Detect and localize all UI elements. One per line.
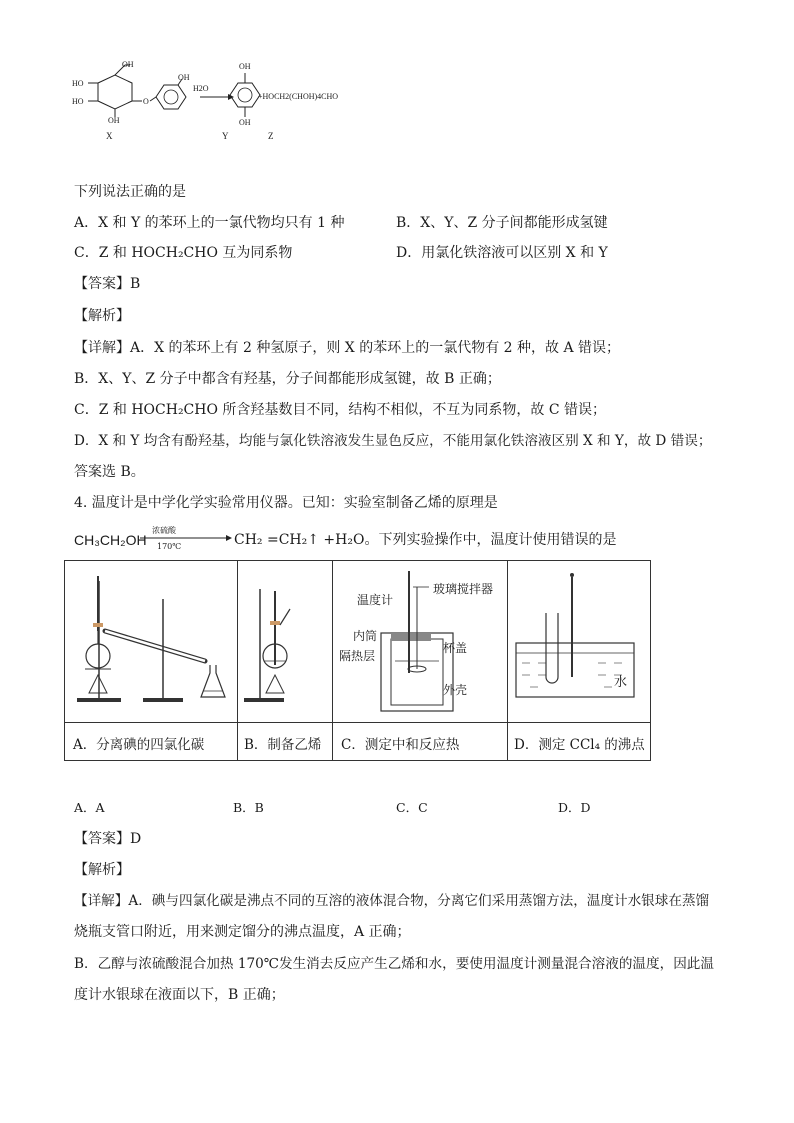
caption-a-cell bbox=[65, 723, 238, 761]
caption-c: C．测定中和反应热 bbox=[341, 737, 460, 753]
label-x: X bbox=[106, 131, 113, 141]
label-lid: 杯盖 bbox=[443, 641, 468, 655]
apparatus-b-cell bbox=[238, 561, 333, 723]
q3-stem: 下列说法正确的是 bbox=[74, 184, 186, 200]
q4-choice-b: B．B bbox=[233, 800, 264, 815]
label-insulation: 隔热层 bbox=[339, 649, 376, 663]
q3-detail-2: B．X、Y、Z 分子中都含有羟基，分子间都能形成氢键，故 B 正确； bbox=[74, 371, 501, 387]
q3-detail-4: D．X 和 Y 均含有酚羟基，均能与氯化铁溶液发生显色反应，不能用氯化铁溶液区别 X 和 Y，故 D 错误； bbox=[74, 433, 712, 449]
y-oh-top: OH bbox=[239, 62, 251, 71]
z-formula: +HOCH2(CHOH)4CHO bbox=[258, 92, 339, 101]
q4-detail-2b: 度计水银球在液面以下，B 正确； bbox=[74, 987, 285, 1003]
apparatus-d-cell bbox=[508, 561, 651, 723]
x-o-link: O bbox=[143, 97, 149, 106]
caption-b-cell bbox=[238, 723, 333, 761]
apparatus-a-cell bbox=[65, 561, 238, 723]
q4-detail-1a: 【详解】A．碘与四氯化碳是沸点不同的互溶的液体混合物，分离它们采用蒸馏方法，温度计水银球在蒸馏 bbox=[74, 893, 710, 909]
caption-c-cell bbox=[333, 723, 508, 761]
label-stirrer: 玻璃搅拌器 bbox=[433, 582, 494, 596]
label-z: Z bbox=[268, 131, 274, 141]
q4-eq-condition-top: 浓硫酸 bbox=[152, 526, 176, 535]
x-oh-bottom: OH bbox=[108, 116, 120, 125]
q3-conclusion: 答案选 B。 bbox=[74, 464, 145, 480]
q4-answer: 【答案】D bbox=[74, 831, 142, 847]
x-pyranose-ring bbox=[98, 75, 132, 109]
q4-choice-a: A．A bbox=[74, 800, 105, 815]
y-benzene-ring bbox=[230, 83, 260, 107]
q4-choice-d: D．D bbox=[558, 800, 591, 815]
x-ho-left2: HO bbox=[72, 97, 84, 106]
q4-eq-condition-bottom: 170℃ bbox=[157, 542, 182, 551]
label-shell: 外壳 bbox=[443, 683, 468, 697]
boiling-point-setup bbox=[508, 561, 650, 718]
reaction-scheme bbox=[60, 55, 360, 150]
q3-option-c: C．Z 和 HOCH₂CHO 互为同系物 bbox=[74, 245, 293, 261]
x-ho-left: HO bbox=[72, 79, 84, 88]
q3-detail-1: 【详解】A．X 的苯环上有 2 种氢原子，则 X 的苯环上的一氯代物有 2 种，故 A 错误； bbox=[74, 340, 621, 356]
q4-detail-2a: B．乙醇与浓硫酸混合加热 170℃发生消去反应产生乙烯和水，要使用温度计测量混合溶液的温度，因此温 bbox=[74, 956, 714, 972]
label-water: 水 bbox=[614, 674, 628, 689]
caption-a: A．分离碘的四氯化碳 bbox=[73, 737, 205, 753]
caption-b: B．制备乙烯 bbox=[244, 737, 322, 753]
caption-d: D．测定 CCl₄ 的沸点 bbox=[514, 737, 645, 753]
y-oh-bottom: OH bbox=[239, 118, 251, 127]
x-oh-phenol: OH bbox=[178, 73, 190, 82]
q3-option-a: A．X 和 Y 的苯环上的一氯代物均只有 1 种 bbox=[74, 215, 345, 231]
apparatus-table bbox=[64, 560, 651, 761]
apparatus-c-cell bbox=[333, 561, 508, 723]
q4-eq-products: CH₂ =CH₂↑ +H₂O。下列实验操作中，温度计使用错误的是 bbox=[234, 532, 617, 548]
x-benzene-ring bbox=[156, 85, 186, 109]
arrow-reagent: H2O bbox=[193, 84, 209, 93]
q4-choice-c: C．C bbox=[396, 800, 428, 815]
q4-eq-reactant: CH₃CH₂OH bbox=[74, 532, 147, 548]
q3-option-b: B．X、Y、Z 分子间都能形成氢键 bbox=[396, 215, 608, 231]
q4-stem: 4. 温度计是中学化学实验常用仪器。已知：实验室制备乙烯的原理是 bbox=[74, 495, 498, 511]
caption-d-cell bbox=[508, 723, 651, 761]
q3-detail-3: C．Z 和 HOCH₂CHO 所含羟基数目不同，结构不相似，不互为同系物，故 C 错误； bbox=[74, 402, 607, 418]
q3-option-d: D．用氯化铁溶液可以区别 X 和 Y bbox=[396, 245, 608, 261]
ethylene-apparatus bbox=[238, 561, 332, 718]
label-inner: 内筒 bbox=[353, 629, 378, 643]
q4-analysis-label: 【解析】 bbox=[74, 862, 130, 878]
distillation-apparatus bbox=[65, 561, 237, 718]
q3-answer: 【答案】B bbox=[74, 276, 141, 292]
q4-eq-arrow bbox=[140, 534, 232, 542]
q4-detail-1b: 烧瓶支管口附近，用来测定馏分的沸点温度，A 正确； bbox=[74, 924, 411, 940]
label-thermometer: 温度计 bbox=[357, 593, 394, 607]
q3-analysis-label: 【解析】 bbox=[74, 308, 130, 324]
x-oh-top: OH bbox=[122, 60, 134, 69]
label-y: Y bbox=[222, 131, 229, 141]
